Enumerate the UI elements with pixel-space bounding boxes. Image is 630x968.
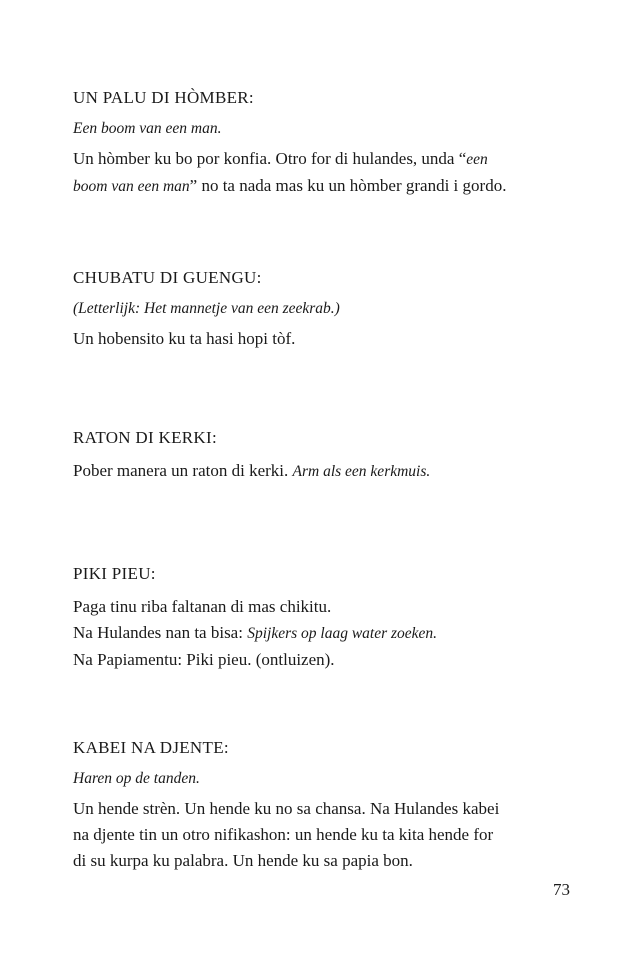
body-line	[73, 458, 593, 485]
body-italic: Spijkers op laag water zoeken.	[247, 625, 438, 642]
entry-heading: UN PALU DI HÒMBER:	[73, 88, 254, 107]
entry-chubatu-di-guengu	[73, 266, 593, 352]
body-line: Un hobensito ku ta hasi hopi tòf.	[73, 329, 296, 348]
body-italic: Arm als een kerkmuis.	[292, 463, 431, 480]
body-text: Un hòmber ku bo por konfia. Otro for di hulandes, unda “	[73, 149, 467, 168]
body-italic: boom van een man	[73, 178, 190, 195]
body-line	[73, 620, 593, 647]
body-line: Un hende strèn. Un hende ku no sa chansa. Na Hulandes kabei	[73, 799, 500, 818]
body-line: Paga tinu riba faltanan di mas chikitu.	[73, 597, 332, 616]
body-text: ” no ta nada mas ku un hòmber grandi i gordo.	[189, 176, 507, 195]
entry-gloss: Haren op de tanden.	[73, 770, 200, 787]
entry-body	[73, 458, 593, 485]
entry-kabei-na-djente	[73, 736, 593, 874]
entry-un-palu-di-homber	[73, 86, 593, 200]
body-line	[73, 173, 593, 200]
entry-piki-pieu	[73, 562, 593, 673]
entry-body	[73, 594, 593, 673]
body-line	[73, 146, 593, 173]
entry-raton-di-kerki	[73, 426, 593, 485]
entry-body	[73, 796, 593, 874]
entry-gloss: Een boom van een man.	[73, 120, 222, 137]
entry-body	[73, 146, 593, 200]
entry-gloss: (Letterlijk: Het mannetje van een zeekrab.)	[73, 300, 340, 317]
entry-heading: PIKI PIEU:	[73, 564, 156, 583]
body-text: Na Hulandes nan ta bisa:	[73, 623, 248, 642]
entry-heading: KABEI NA DJENTE:	[73, 738, 229, 757]
body-line: di su kurpa ku palabra. Un hende ku sa papia bon.	[73, 851, 413, 870]
body-line: Na Papiamentu: Piki pieu. (ontluizen).	[73, 650, 335, 669]
body-text: Pober manera un raton di kerki.	[73, 461, 293, 480]
body-italic: een	[466, 151, 488, 168]
entry-heading: RATON DI KERKI:	[73, 428, 217, 447]
entry-heading: CHUBATU DI GUENGU:	[73, 268, 262, 287]
body-line: na djente tin un otro nifikashon: un hende ku ta kita hende for	[73, 825, 494, 844]
page-number: 73	[553, 880, 570, 899]
entry-body	[73, 326, 593, 352]
